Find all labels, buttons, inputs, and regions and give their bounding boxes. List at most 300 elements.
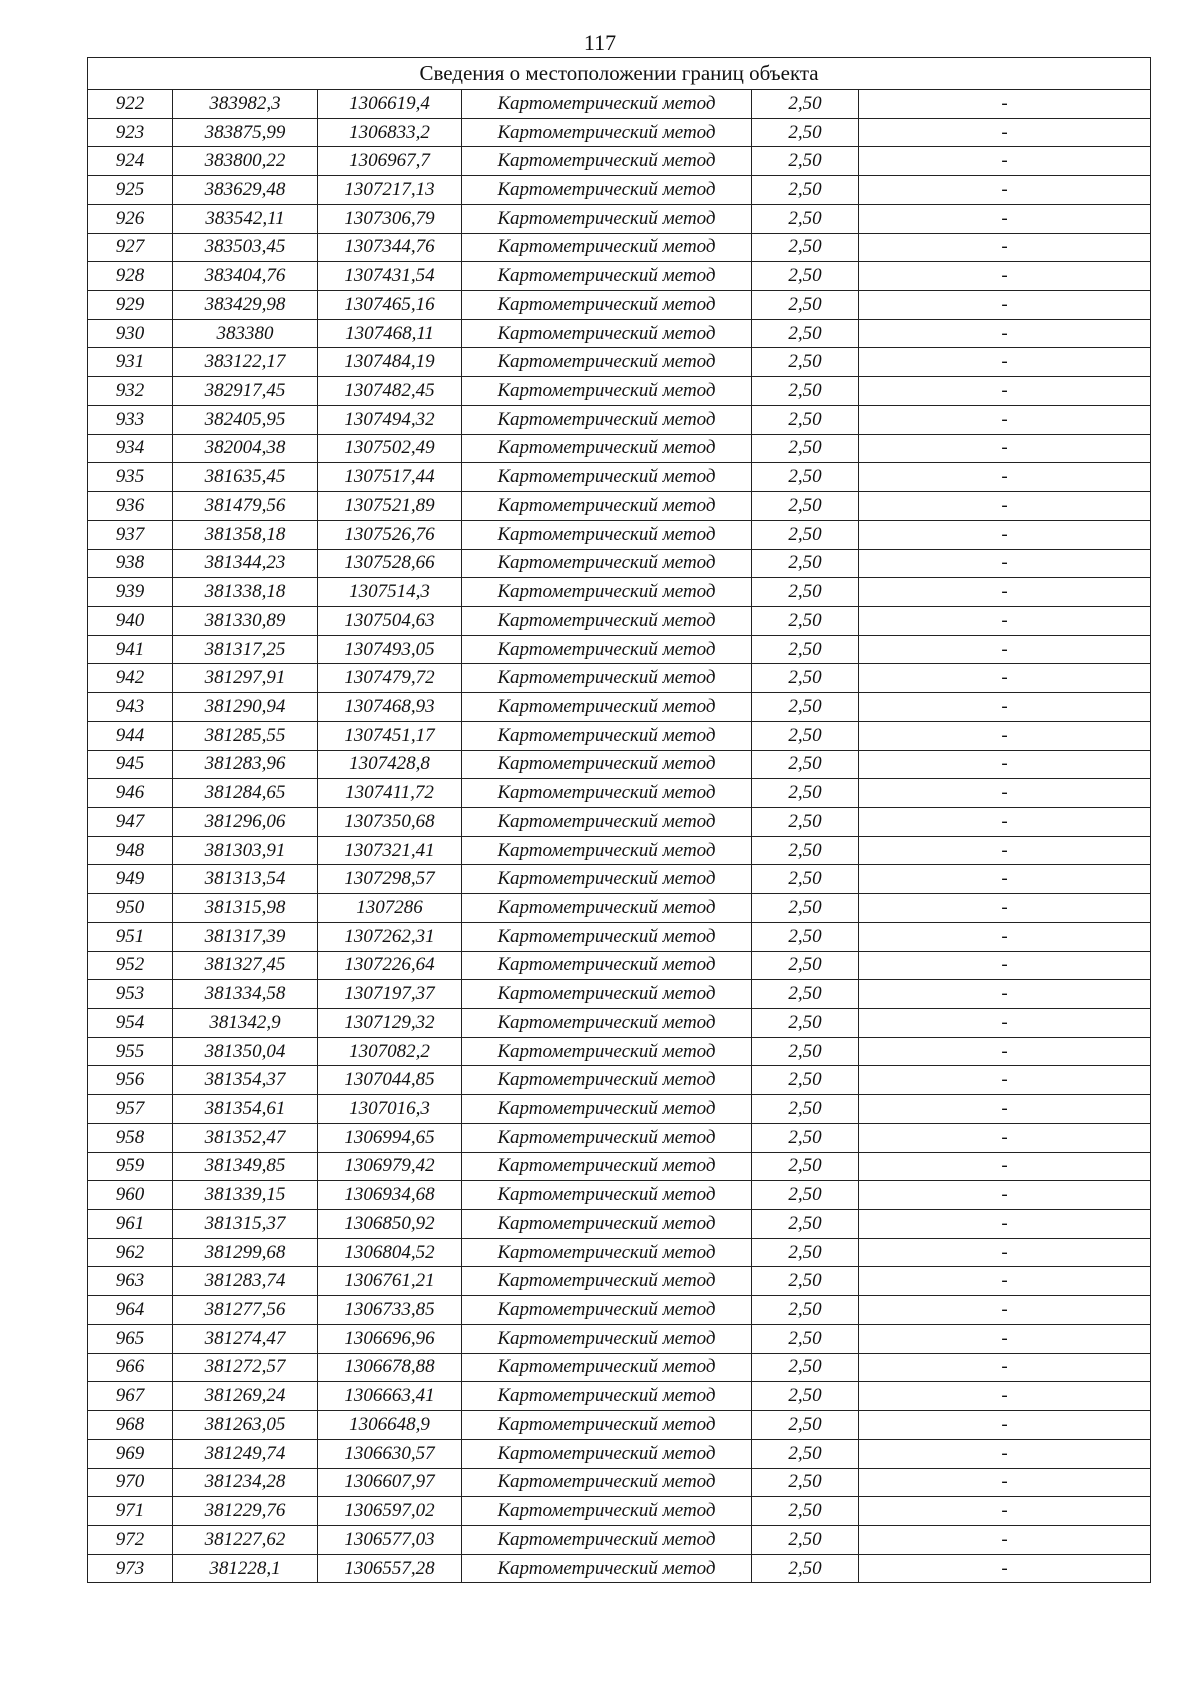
x-coordinate-cell: 381297,91 — [173, 664, 318, 693]
table-row — [88, 233, 1151, 262]
table-row — [88, 865, 1151, 894]
y-coordinate-cell: 1307082,2 — [318, 1037, 462, 1066]
point-number-cell: 929 — [88, 291, 173, 320]
accuracy-cell: 2,50 — [752, 1411, 859, 1440]
description-cell: - — [859, 693, 1151, 722]
y-coordinate-cell: 1307262,31 — [318, 922, 462, 951]
x-coordinate-cell: 381269,24 — [173, 1382, 318, 1411]
method-cell: Картометрический метод — [462, 1411, 752, 1440]
accuracy-cell: 2,50 — [752, 1497, 859, 1526]
x-coordinate-cell: 381303,91 — [173, 836, 318, 865]
y-coordinate-cell: 1307298,57 — [318, 865, 462, 894]
description-cell: - — [859, 1238, 1151, 1267]
accuracy-cell: 2,50 — [752, 1525, 859, 1554]
method-cell: Картометрический метод — [462, 1468, 752, 1497]
point-number-cell: 944 — [88, 721, 173, 750]
table-row — [88, 1037, 1151, 1066]
accuracy-cell: 2,50 — [752, 1439, 859, 1468]
description-cell: - — [859, 1439, 1151, 1468]
point-number-cell: 948 — [88, 836, 173, 865]
y-coordinate-cell: 1307306,79 — [318, 204, 462, 233]
y-coordinate-cell: 1307321,41 — [318, 836, 462, 865]
x-coordinate-cell: 381479,56 — [173, 492, 318, 521]
y-coordinate-cell: 1306678,88 — [318, 1353, 462, 1382]
x-coordinate-cell: 382004,38 — [173, 434, 318, 463]
method-cell: Картометрический метод — [462, 377, 752, 406]
y-coordinate-cell: 1307514,3 — [318, 578, 462, 607]
accuracy-cell: 2,50 — [752, 1152, 859, 1181]
accuracy-cell: 2,50 — [752, 1009, 859, 1038]
table-row — [88, 405, 1151, 434]
table-row — [88, 492, 1151, 521]
table-row — [88, 1181, 1151, 1210]
x-coordinate-cell: 381327,45 — [173, 951, 318, 980]
accuracy-cell: 2,50 — [752, 750, 859, 779]
point-number-cell: 937 — [88, 520, 173, 549]
table-row — [88, 1066, 1151, 1095]
x-coordinate-cell: 381228,1 — [173, 1554, 318, 1583]
table-row — [88, 1095, 1151, 1124]
method-cell: Картометрический метод — [462, 348, 752, 377]
point-number-cell: 946 — [88, 779, 173, 808]
table-row — [88, 434, 1151, 463]
y-coordinate-cell: 1307451,17 — [318, 721, 462, 750]
description-cell: - — [859, 1296, 1151, 1325]
accuracy-cell: 2,50 — [752, 635, 859, 664]
y-coordinate-cell: 1307431,54 — [318, 262, 462, 291]
method-cell: Картометрический метод — [462, 1324, 752, 1353]
point-number-cell: 950 — [88, 894, 173, 923]
method-cell: Картометрический метод — [462, 894, 752, 923]
point-number-cell: 933 — [88, 405, 173, 434]
x-coordinate-cell: 383875,99 — [173, 118, 318, 147]
x-coordinate-cell: 381354,37 — [173, 1066, 318, 1095]
y-coordinate-cell: 1307129,32 — [318, 1009, 462, 1038]
point-number-cell: 970 — [88, 1468, 173, 1497]
table-row — [88, 1353, 1151, 1382]
description-cell: - — [859, 1181, 1151, 1210]
x-coordinate-cell: 381349,85 — [173, 1152, 318, 1181]
point-number-cell: 922 — [88, 90, 173, 119]
accuracy-cell: 2,50 — [752, 807, 859, 836]
point-number-cell: 971 — [88, 1497, 173, 1526]
point-number-cell: 943 — [88, 693, 173, 722]
x-coordinate-cell: 381290,94 — [173, 693, 318, 722]
description-cell: - — [859, 520, 1151, 549]
x-coordinate-cell: 381338,18 — [173, 578, 318, 607]
method-cell: Картометрический метод — [462, 434, 752, 463]
x-coordinate-cell: 381313,54 — [173, 865, 318, 894]
accuracy-cell: 2,50 — [752, 1267, 859, 1296]
method-cell: Картометрический метод — [462, 118, 752, 147]
description-cell: - — [859, 118, 1151, 147]
x-coordinate-cell: 381342,9 — [173, 1009, 318, 1038]
table-row — [88, 894, 1151, 923]
x-coordinate-cell: 383503,45 — [173, 233, 318, 262]
description-cell: - — [859, 291, 1151, 320]
point-number-cell: 942 — [88, 664, 173, 693]
method-cell: Картометрический метод — [462, 1525, 752, 1554]
table-row — [88, 147, 1151, 176]
accuracy-cell: 2,50 — [752, 90, 859, 119]
y-coordinate-cell: 1307528,66 — [318, 549, 462, 578]
x-coordinate-cell: 381227,62 — [173, 1525, 318, 1554]
table-row — [88, 807, 1151, 836]
accuracy-cell: 2,50 — [752, 377, 859, 406]
description-cell: - — [859, 147, 1151, 176]
y-coordinate-cell: 1306630,57 — [318, 1439, 462, 1468]
point-number-cell: 954 — [88, 1009, 173, 1038]
method-cell: Картометрический метод — [462, 1009, 752, 1038]
table-row — [88, 291, 1151, 320]
description-cell: - — [859, 1066, 1151, 1095]
y-coordinate-cell: 1306663,41 — [318, 1382, 462, 1411]
description-cell: - — [859, 1267, 1151, 1296]
table-row — [88, 1238, 1151, 1267]
accuracy-cell: 2,50 — [752, 262, 859, 291]
method-cell: Картометрический метод — [462, 549, 752, 578]
y-coordinate-cell: 1307286 — [318, 894, 462, 923]
method-cell: Картометрический метод — [462, 1554, 752, 1583]
accuracy-cell: 2,50 — [752, 894, 859, 923]
point-number-cell: 958 — [88, 1123, 173, 1152]
y-coordinate-cell: 1307411,72 — [318, 779, 462, 808]
table-row — [88, 578, 1151, 607]
table-row — [88, 922, 1151, 951]
y-coordinate-cell: 1306850,92 — [318, 1210, 462, 1239]
method-cell: Картометрический метод — [462, 865, 752, 894]
method-cell: Картометрический метод — [462, 204, 752, 233]
x-coordinate-cell: 382917,45 — [173, 377, 318, 406]
accuracy-cell: 2,50 — [752, 1324, 859, 1353]
method-cell: Картометрический метод — [462, 262, 752, 291]
y-coordinate-cell: 1307494,32 — [318, 405, 462, 434]
x-coordinate-cell: 381277,56 — [173, 1296, 318, 1325]
method-cell: Картометрический метод — [462, 90, 752, 119]
y-coordinate-cell: 1306696,96 — [318, 1324, 462, 1353]
table-row — [88, 980, 1151, 1009]
y-coordinate-cell: 1307468,11 — [318, 319, 462, 348]
description-cell: - — [859, 1324, 1151, 1353]
description-cell: - — [859, 750, 1151, 779]
description-cell: - — [859, 1210, 1151, 1239]
table-row — [88, 1324, 1151, 1353]
accuracy-cell: 2,50 — [752, 922, 859, 951]
accuracy-cell: 2,50 — [752, 1037, 859, 1066]
x-coordinate-cell: 381344,23 — [173, 549, 318, 578]
description-cell: - — [859, 204, 1151, 233]
accuracy-cell: 2,50 — [752, 1066, 859, 1095]
x-coordinate-cell: 381358,18 — [173, 520, 318, 549]
y-coordinate-cell: 1306979,42 — [318, 1152, 462, 1181]
description-cell: - — [859, 1152, 1151, 1181]
description-cell: - — [859, 176, 1151, 205]
x-coordinate-cell: 381635,45 — [173, 463, 318, 492]
y-coordinate-cell: 1307479,72 — [318, 664, 462, 693]
x-coordinate-cell: 381274,47 — [173, 1324, 318, 1353]
table-row — [88, 118, 1151, 147]
x-coordinate-cell: 381229,76 — [173, 1497, 318, 1526]
description-cell: - — [859, 549, 1151, 578]
method-cell: Картометрический метод — [462, 980, 752, 1009]
x-coordinate-cell: 381285,55 — [173, 721, 318, 750]
point-number-cell: 961 — [88, 1210, 173, 1239]
description-cell: - — [859, 865, 1151, 894]
table-row — [88, 262, 1151, 291]
table-row — [88, 779, 1151, 808]
y-coordinate-cell: 1307526,76 — [318, 520, 462, 549]
x-coordinate-cell: 381315,37 — [173, 1210, 318, 1239]
method-cell: Картометрический метод — [462, 635, 752, 664]
table-row — [88, 1296, 1151, 1325]
x-coordinate-cell: 381339,15 — [173, 1181, 318, 1210]
table-row — [88, 693, 1151, 722]
method-cell: Картометрический метод — [462, 807, 752, 836]
method-cell: Картометрический метод — [462, 233, 752, 262]
accuracy-cell: 2,50 — [752, 980, 859, 1009]
accuracy-cell: 2,50 — [752, 463, 859, 492]
accuracy-cell: 2,50 — [752, 1095, 859, 1124]
accuracy-cell: 2,50 — [752, 549, 859, 578]
description-cell: - — [859, 980, 1151, 1009]
y-coordinate-cell: 1306761,21 — [318, 1267, 462, 1296]
point-number-cell: 935 — [88, 463, 173, 492]
y-coordinate-cell: 1307044,85 — [318, 1066, 462, 1095]
table-title: Сведения о местоположении границ объекта — [88, 58, 1151, 90]
method-cell: Картометрический метод — [462, 1238, 752, 1267]
method-cell: Картометрический метод — [462, 176, 752, 205]
point-number-cell: 956 — [88, 1066, 173, 1095]
x-coordinate-cell: 383429,98 — [173, 291, 318, 320]
accuracy-cell: 2,50 — [752, 721, 859, 750]
accuracy-cell: 2,50 — [752, 1123, 859, 1152]
x-coordinate-cell: 381283,74 — [173, 1267, 318, 1296]
boundary-coordinates-table — [87, 57, 1151, 1583]
table-row — [88, 1439, 1151, 1468]
point-number-cell: 968 — [88, 1411, 173, 1440]
accuracy-cell: 2,50 — [752, 951, 859, 980]
description-cell: - — [859, 233, 1151, 262]
accuracy-cell: 2,50 — [752, 865, 859, 894]
table-row — [88, 1411, 1151, 1440]
table-row — [88, 1152, 1151, 1181]
point-number-cell: 930 — [88, 319, 173, 348]
accuracy-cell: 2,50 — [752, 1238, 859, 1267]
table-row — [88, 664, 1151, 693]
y-coordinate-cell: 1307502,49 — [318, 434, 462, 463]
x-coordinate-cell: 381284,65 — [173, 779, 318, 808]
accuracy-cell: 2,50 — [752, 348, 859, 377]
accuracy-cell: 2,50 — [752, 405, 859, 434]
method-cell: Картометрический метод — [462, 1181, 752, 1210]
table-row — [88, 463, 1151, 492]
description-cell: - — [859, 1411, 1151, 1440]
accuracy-cell: 2,50 — [752, 1353, 859, 1382]
description-cell: - — [859, 1468, 1151, 1497]
accuracy-cell: 2,50 — [752, 319, 859, 348]
table-row — [88, 1525, 1151, 1554]
y-coordinate-cell: 1307504,63 — [318, 606, 462, 635]
method-cell: Картометрический метод — [462, 1123, 752, 1152]
method-cell: Картометрический метод — [462, 606, 752, 635]
table-row — [88, 1009, 1151, 1038]
point-number-cell: 960 — [88, 1181, 173, 1210]
method-cell: Картометрический метод — [462, 664, 752, 693]
accuracy-cell: 2,50 — [752, 492, 859, 521]
point-number-cell: 938 — [88, 549, 173, 578]
x-coordinate-cell: 383629,48 — [173, 176, 318, 205]
x-coordinate-cell: 383122,17 — [173, 348, 318, 377]
accuracy-cell: 2,50 — [752, 176, 859, 205]
method-cell: Картометрический метод — [462, 463, 752, 492]
description-cell: - — [859, 922, 1151, 951]
method-cell: Картометрический метод — [462, 951, 752, 980]
y-coordinate-cell: 1306833,2 — [318, 118, 462, 147]
accuracy-cell: 2,50 — [752, 118, 859, 147]
x-coordinate-cell: 381249,74 — [173, 1439, 318, 1468]
x-coordinate-cell: 381296,06 — [173, 807, 318, 836]
x-coordinate-cell: 381283,96 — [173, 750, 318, 779]
y-coordinate-cell: 1307521,89 — [318, 492, 462, 521]
method-cell: Картометрический метод — [462, 405, 752, 434]
x-coordinate-cell: 381272,57 — [173, 1353, 318, 1382]
point-number-cell: 964 — [88, 1296, 173, 1325]
description-cell: - — [859, 894, 1151, 923]
point-number-cell: 931 — [88, 348, 173, 377]
method-cell: Картометрический метод — [462, 1210, 752, 1239]
x-coordinate-cell: 383800,22 — [173, 147, 318, 176]
table-title-row — [88, 58, 1151, 90]
point-number-cell: 952 — [88, 951, 173, 980]
method-cell: Картометрический метод — [462, 319, 752, 348]
x-coordinate-cell: 381315,98 — [173, 894, 318, 923]
method-cell: Картометрический метод — [462, 1296, 752, 1325]
table-row — [88, 1497, 1151, 1526]
description-cell: - — [859, 377, 1151, 406]
x-coordinate-cell: 381352,47 — [173, 1123, 318, 1152]
method-cell: Картометрический метод — [462, 1152, 752, 1181]
description-cell: - — [859, 635, 1151, 664]
accuracy-cell: 2,50 — [752, 779, 859, 808]
table-row — [88, 750, 1151, 779]
description-cell: - — [859, 1095, 1151, 1124]
y-coordinate-cell: 1306597,02 — [318, 1497, 462, 1526]
table-row — [88, 1123, 1151, 1152]
accuracy-cell: 2,50 — [752, 204, 859, 233]
y-coordinate-cell: 1306607,97 — [318, 1468, 462, 1497]
method-cell: Картометрический метод — [462, 693, 752, 722]
method-cell: Картометрический метод — [462, 492, 752, 521]
y-coordinate-cell: 1306804,52 — [318, 1238, 462, 1267]
x-coordinate-cell: 381350,04 — [173, 1037, 318, 1066]
table-row — [88, 951, 1151, 980]
point-number-cell: 945 — [88, 750, 173, 779]
y-coordinate-cell: 1307344,76 — [318, 233, 462, 262]
accuracy-cell: 2,50 — [752, 520, 859, 549]
description-cell: - — [859, 405, 1151, 434]
accuracy-cell: 2,50 — [752, 1181, 859, 1210]
x-coordinate-cell: 381263,05 — [173, 1411, 318, 1440]
y-coordinate-cell: 1306619,4 — [318, 90, 462, 119]
table-row — [88, 1468, 1151, 1497]
point-number-cell: 932 — [88, 377, 173, 406]
point-number-cell: 953 — [88, 980, 173, 1009]
method-cell: Картометрический метод — [462, 1497, 752, 1526]
point-number-cell: 973 — [88, 1554, 173, 1583]
description-cell: - — [859, 1382, 1151, 1411]
point-number-cell: 941 — [88, 635, 173, 664]
description-cell: - — [859, 1009, 1151, 1038]
table-row — [88, 721, 1151, 750]
accuracy-cell: 2,50 — [752, 147, 859, 176]
table-row — [88, 1267, 1151, 1296]
y-coordinate-cell: 1307226,64 — [318, 951, 462, 980]
y-coordinate-cell: 1306967,7 — [318, 147, 462, 176]
description-cell: - — [859, 1037, 1151, 1066]
x-coordinate-cell: 381330,89 — [173, 606, 318, 635]
y-coordinate-cell: 1306557,28 — [318, 1554, 462, 1583]
table-row — [88, 520, 1151, 549]
y-coordinate-cell: 1307428,8 — [318, 750, 462, 779]
point-number-cell: 926 — [88, 204, 173, 233]
table-row — [88, 1554, 1151, 1583]
table-row — [88, 549, 1151, 578]
accuracy-cell: 2,50 — [752, 1210, 859, 1239]
point-number-cell: 963 — [88, 1267, 173, 1296]
table-row — [88, 204, 1151, 233]
y-coordinate-cell: 1307465,16 — [318, 291, 462, 320]
method-cell: Картометрический метод — [462, 291, 752, 320]
method-cell: Картометрический метод — [462, 721, 752, 750]
table-row — [88, 176, 1151, 205]
accuracy-cell: 2,50 — [752, 693, 859, 722]
accuracy-cell: 2,50 — [752, 836, 859, 865]
point-number-cell: 927 — [88, 233, 173, 262]
table-row — [88, 90, 1151, 119]
page-number: 117 — [583, 30, 617, 55]
table-row — [88, 348, 1151, 377]
accuracy-cell: 2,50 — [752, 1468, 859, 1497]
point-number-cell: 966 — [88, 1353, 173, 1382]
point-number-cell: 957 — [88, 1095, 173, 1124]
description-cell: - — [859, 578, 1151, 607]
method-cell: Картометрический метод — [462, 1439, 752, 1468]
method-cell: Картометрический метод — [462, 1382, 752, 1411]
x-coordinate-cell: 383982,3 — [173, 90, 318, 119]
table-row — [88, 606, 1151, 635]
description-cell: - — [859, 1353, 1151, 1382]
accuracy-cell: 2,50 — [752, 578, 859, 607]
y-coordinate-cell: 1307493,05 — [318, 635, 462, 664]
description-cell: - — [859, 779, 1151, 808]
point-number-cell: 923 — [88, 118, 173, 147]
method-cell: Картометрический метод — [462, 1066, 752, 1095]
table-row — [88, 1210, 1151, 1239]
description-cell: - — [859, 434, 1151, 463]
point-number-cell: 962 — [88, 1238, 173, 1267]
accuracy-cell: 2,50 — [752, 434, 859, 463]
point-number-cell: 967 — [88, 1382, 173, 1411]
point-number-cell: 936 — [88, 492, 173, 521]
description-cell: - — [859, 951, 1151, 980]
accuracy-cell: 2,50 — [752, 1382, 859, 1411]
y-coordinate-cell: 1306994,65 — [318, 1123, 462, 1152]
accuracy-cell: 2,50 — [752, 1296, 859, 1325]
description-cell: - — [859, 836, 1151, 865]
method-cell: Картометрический метод — [462, 1353, 752, 1382]
x-coordinate-cell: 381354,61 — [173, 1095, 318, 1124]
point-number-cell: 928 — [88, 262, 173, 291]
